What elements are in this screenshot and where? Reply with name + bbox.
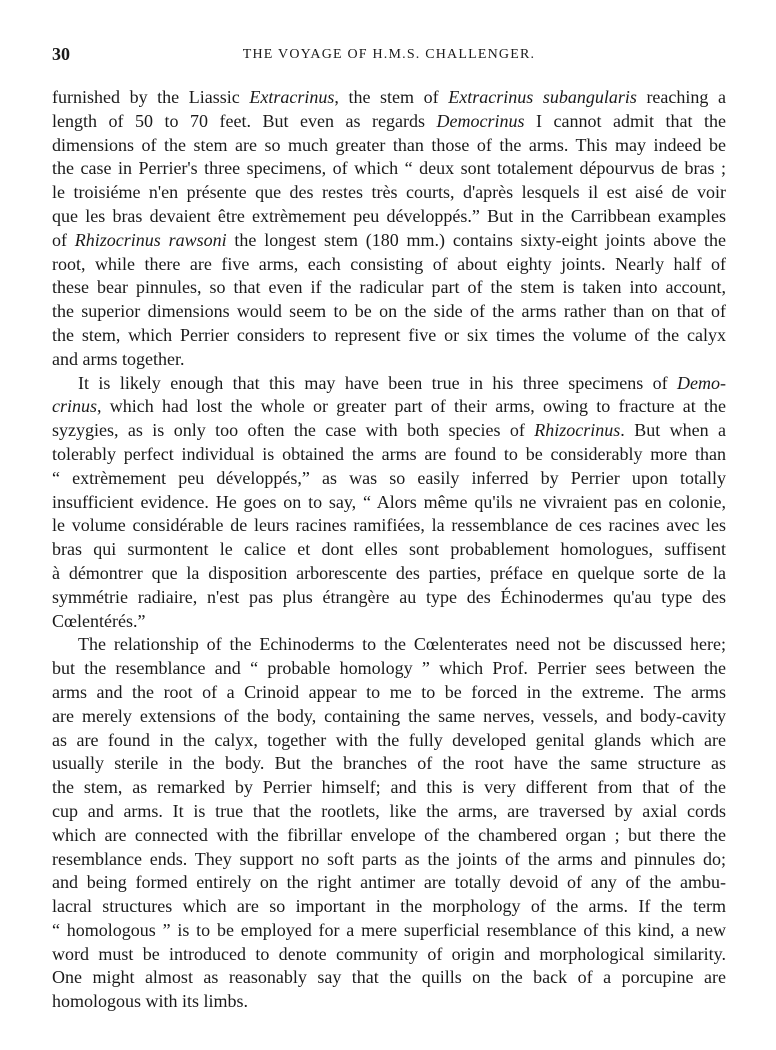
- paragraph-3: [52, 633, 726, 1014]
- text-line: and arms together.: [52, 348, 185, 369]
- text-line: of Rhizocrinus rawsoni the longest stem (180 mm.) contains sixty-eight joints above the: [52, 229, 726, 250]
- text-line: these bear pinnules, so that even if the radicular part of the stem is taken into account,: [52, 277, 726, 298]
- text-line: resemblance ends. They support no soft parts as the joints of the arms and pinnules do;: [52, 848, 726, 869]
- text-line: dimensions of the stem are so much greater than those of the arms. This may indeed be: [52, 134, 726, 155]
- page-number: 30: [52, 44, 70, 64]
- book-page: [52, 44, 726, 1014]
- text-line: length of 50 to 70 feet. But even as regards Democrinus I cannot admit that the: [52, 110, 726, 131]
- text-line: word must be introduced to denote community of origin and morphological similarity.: [52, 943, 726, 964]
- text-line: syzygies, as is only too often the case with both species of Rhizocrinus. But when a: [52, 420, 726, 441]
- text-line: tolerably perfect individual is obtained the arms are found to be considerably more than: [52, 443, 726, 464]
- text-line: the superior dimensions would seem to be on the side of the arms rather than on that of: [52, 301, 726, 322]
- text-line: The relationship of the Echinoderms to the Cœlenterates need not be discussed here;: [78, 634, 726, 655]
- running-title: THE VOYAGE OF H.M.S. CHALLENGER.: [242, 47, 536, 62]
- text-line: cup and arms. It is true that the rootlets, like the arms, are traversed by axial cords: [52, 800, 726, 821]
- text-line: which are connected with the fibrillar envelope of the chambered organ ; but there the: [52, 824, 726, 845]
- text-line: insufficient evidence. He goes on to say, “ Alors même qu'ils ne vivraient pas en colonie,: [52, 491, 726, 512]
- text-line: root, while there are five arms, each consisting of about eighty joints. Nearly half of: [52, 253, 726, 274]
- text-line: but the resemblance and “ probable homology ” which Prof. Perrier sees between the: [52, 658, 726, 679]
- text-line: que les bras devaient être extrèmement peu développés.” But in the Carribbean examples: [52, 205, 726, 226]
- text-line: “ homologous ” is to be employed for a mere superficial resemblance of this kind, a new: [52, 919, 726, 940]
- text-line: furnished by the Liassic Extracrinus, the stem of Extracrinus subangularis reaching a: [52, 87, 726, 107]
- text-line: the stem, which Perrier considers to represent five or six times the volume of the calyx: [52, 324, 726, 345]
- text-line: le volume considérable de leurs racines ramifiées, la ressemblance de ces racines avec les: [52, 515, 726, 536]
- text-line: le troisiéme n'en présente que des restes très courts, d'après lesquels il est aisé de voir: [52, 182, 726, 203]
- text-line: the case in Perrier's three specimens, of which “ deux sont totalement dépourvus de bras ;: [52, 158, 726, 179]
- paragraph-1: [52, 86, 726, 372]
- text-line: à démontrer que la disposition arborescente des parties, préface en quelque sorte de la: [52, 562, 726, 583]
- text-line: lacral structures which are so important in the morphology of the arms. If the term: [52, 896, 726, 917]
- paragraph-2: [52, 372, 726, 634]
- text-line: arms and the root of a Crinoid appear to me to be forced in the extreme. The arms: [52, 681, 726, 702]
- text-line: usually sterile in the body. But the branches of the root have the same structure as: [52, 753, 726, 774]
- text-line: are merely extensions of the body, containing the same nerves, vessels, and body-cavity: [52, 705, 726, 726]
- text-line: and being formed entirely on the right antimer are totally devoid of any of the ambu-: [52, 872, 726, 893]
- text-line: Cœlentérés.”: [52, 610, 146, 631]
- page-header: [52, 44, 726, 72]
- text-line: symmétrie radiaire, n'est pas plus étrangère au type des Échinodermes qu'au type des: [52, 586, 726, 607]
- text-line: as are found in the calyx, together with the fully developed genital glands which are: [52, 729, 726, 750]
- text-line: One might almost as reasonably say that the quills on the back of a porcupine are: [52, 967, 726, 988]
- text-line: It is likely enough that this may have been true in his three specimens of Demo-: [78, 372, 726, 393]
- text-line: crinus, which had lost the whole or greater part of their arms, owing to fracture at the: [52, 396, 726, 417]
- text-line: “ extrèmement peu développés,” as was so easily inferred by Perrier upon totally: [52, 467, 726, 488]
- text-line: homologous with its limbs.: [52, 991, 249, 1012]
- text-line: bras qui surmontent le calice et dont elles sont probablement homologues, suffisent: [52, 539, 726, 560]
- text-line: the stem, as remarked by Perrier himself; and this is very different from that of the: [52, 777, 726, 798]
